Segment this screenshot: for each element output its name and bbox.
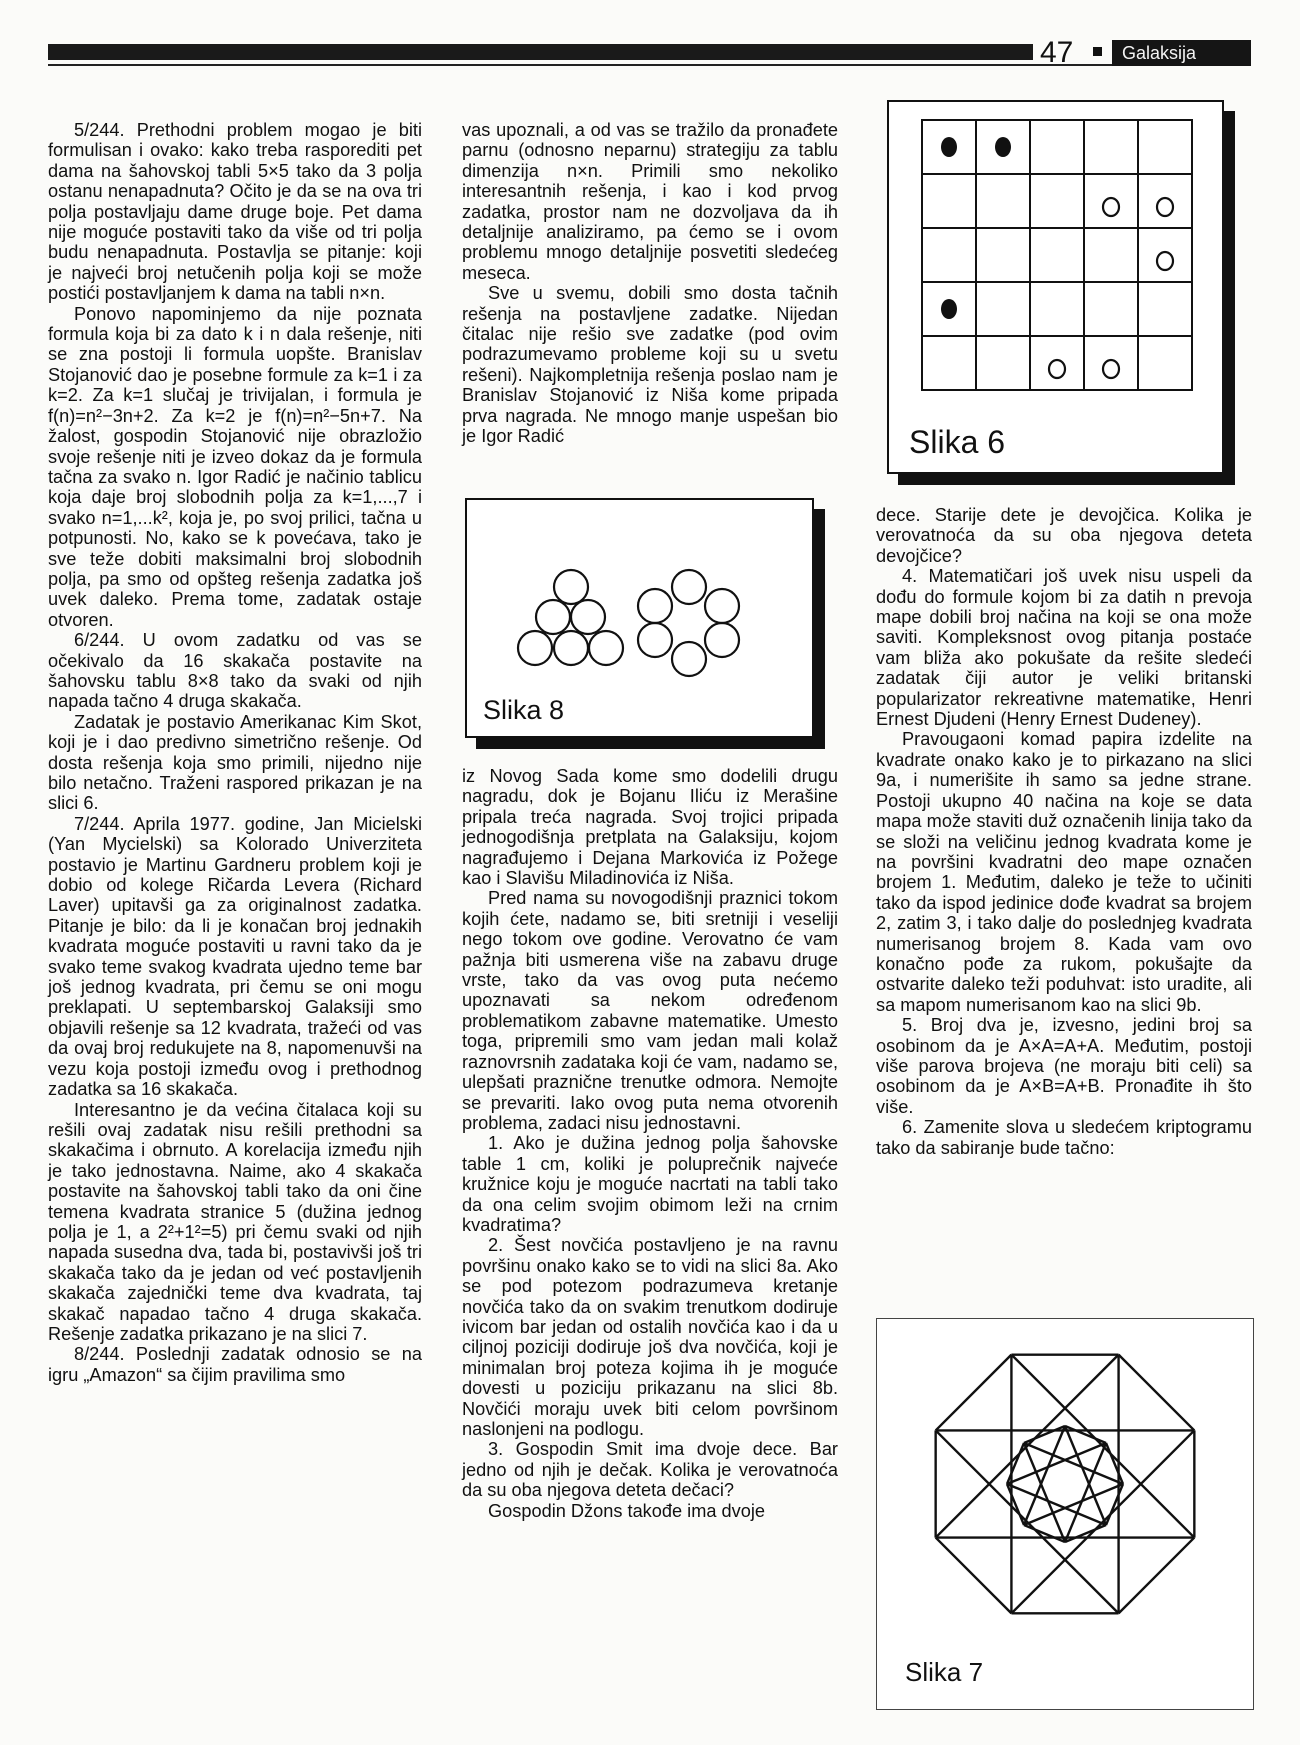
column-2-top	[462, 120, 838, 447]
black-piece	[995, 137, 1011, 157]
white-piece	[1103, 360, 1119, 378]
paragraph: Pred nama su novogodišnji praznici tokom kojih ćete, nadamo se, biti sretniji i veseliji nego tokom ove godine. Verovatno će vam pažnja biti usmerena više na zabavu druge vrste, tako da vas ovog puta nećemo upoznavati sa nekom određenom problematikom zabavne matematike. Umesto toga, pripremili smo vam jedan mali kolaž raznovrsnih zadataka koji će vam, nadamo se, ulepšati praznične trenutke odmora. Nemojte se prevariti. Iako ovog puta nema otvorenih problema, zadaci nisu jednostavni.	[462, 888, 838, 1133]
chessboard-diagram	[889, 102, 1222, 402]
board-square	[1138, 228, 1192, 282]
paragraph: Ponovo napominjemo da nije poznata formula koja bi za dato k i n dala rešenje, niti se zna postoji li formula uopšte. Branislav Stojanović dao je posebne formule za k=1 i za k=2. Za k=1 slučaj je trivijalan, i formula je f(n)=n²−3n+2. Za k=2 je f(n)=n²−5n+7. Na žalost, gospodin Stojanović nije obrazložio svoje rešenje niti je izveo dokaz da je formula tačna za svako n. Igor Radić je načinio tablicu koja daje broj slobodnih polja za k=1,...,7 i svako n=1,...k², koja je, po svoj prilici, tačna u potpunosti. No, kako se k povećava, tako je sve teže dobiti maksimalni broj slobodnih polja, pa smo od opšteg rešenja zadatka još uvek daleko. Prema tome, zadatak ostaje otvoren.	[48, 303, 422, 630]
board-square	[1138, 120, 1192, 174]
separator-bullet	[1093, 47, 1102, 56]
black-piece	[941, 299, 957, 319]
board-square	[976, 228, 1030, 282]
board-square	[976, 174, 1030, 228]
board-square	[1030, 174, 1084, 228]
figure-line	[936, 1355, 1012, 1431]
board-square	[1084, 282, 1138, 336]
figure-slika-8	[465, 498, 814, 738]
figure-line	[936, 1355, 1119, 1538]
paragraph: 1. Ako je dužina jednog polja šahovske table 1 cm, koliki je poluprečnik najveće kružnice koju je moguće nacrtati na tabli tako da ona celim svojim obimom leži na crnim kvadratima?	[462, 1133, 838, 1235]
column-2-bottom	[462, 766, 838, 1521]
figure-line	[1119, 1355, 1195, 1431]
paragraph: 5/244. Prethodni problem mogao je biti formulisan i ovako: kako treba rasporediti pet dama na šahovskoj tabli 5×5 tako da 3 polja ostanu nenapadnuta? Očito je da se na ova tri polja postavljaju dame druge boje. Pet dama nije moguće postaviti tako da više od tri polja budu nenapadnuta. Postavlja se pitanje: koji je najveći broj netučenih polja koji se može postići postavljanjem k dama na tabli n×n.	[48, 120, 422, 304]
white-piece	[1157, 198, 1173, 216]
paragraph: 8/244. Poslednji zadatak odnosio se na igru „Amazon“ sa čijim pravilima smo	[48, 1344, 422, 1385]
paragraph: 6. Zamenite slova u sledećem kriptogramu tako da sabiranje bude tačno:	[876, 1117, 1252, 1158]
board-square	[922, 174, 976, 228]
column-3	[876, 505, 1252, 1158]
paragraph: 5. Broj dva je, izvesno, jedini broj sa osobinom da je A×A=A+A. Međutim, postoji više parova brojeva (ne moraju biti celi) sa osobinom da je A×B=A+B. Pronađite ih što više.	[876, 1015, 1252, 1117]
figure-line	[1011, 1430, 1194, 1613]
figure-slika-6	[887, 100, 1224, 474]
paragraph: 2. Šest novčića postavljeno je na ravnu površinu onako kako se to vidi na slici 8a. Ako se pod potezom podrazumeva kretanje novčića tako da on svakim trenutkom dodiruje ivicom bar jedan od ostalih novčića kao i da u ciljnoj poziciji dodiruje još dva novčića, koji je minimalan broj poteza kojima ih je moguće dovesti u poziciju prikazanu na slici 8b. Novčići moraju uvek biti celom površinom naslonjeni na podlogu.	[462, 1235, 838, 1439]
column-1	[48, 120, 422, 1385]
board-square	[1030, 336, 1084, 390]
paragraph: Gospodin Džons takođe ima dvoje	[488, 1500, 766, 1521]
board-square	[922, 228, 976, 282]
publication-name: Galaksija	[1112, 40, 1251, 66]
paragraph: dece. Starije dete je devojčica. Kolika je verovatnoća da su oba njegova deteta devojčice?	[876, 505, 1252, 566]
header-bar	[48, 44, 1033, 60]
page-number: 47	[1040, 36, 1074, 69]
board-square	[1084, 174, 1138, 228]
board-square	[1138, 282, 1192, 336]
paragraph: 6/244. U ovom zadatku od vas se očekivalo da 16 skakača postavite na šahovsku tablu 8×8 tako da svaki od njih napada tačno 4 druga skakača.	[48, 630, 422, 712]
board-square	[1084, 228, 1138, 282]
paragraph: Zadatak je postavio Amerikanac Kim Skot, koji je i dao predivno simetrično rešenje. Od dosta rešenja koja smo primili, nijedno nije bilo netačno. Traženi raspored prikazan je na slici 6.	[48, 711, 422, 814]
paragraph: vas upoznali, a od vas se tražilo da pronađete parnu (odnosno neparnu) strategiju za tablu dimenzija n×n. Primili smo nekoliko interesantnih rešenja, i kao i kod prvog zadatka, prostor nam ne dozvoljava da ih detaljnije analiziramo, pa ćemo se i ovom problemu mnogo detaljnije posvetiti sledećeg meseca.	[462, 120, 838, 283]
octagram-diagram	[877, 1319, 1253, 1649]
white-piece	[1049, 360, 1065, 378]
white-piece	[1103, 198, 1119, 216]
board-square	[1084, 336, 1138, 390]
board-square	[976, 282, 1030, 336]
figure-slika-7	[876, 1318, 1254, 1710]
figure-line	[1119, 1538, 1195, 1614]
paragraph: 4. Matematičari još uvek nisu uspeli da dođu do formule kojom bi za datih n prevoja mape dobili broj načina na koji se ona može saviti. Kompleksnost ovog pitanja postaće vam bliža ako pokušate da rešite sledeći zadatak čiji autor je veliki britanski popularizator rekreativne matematike, Henri Ernest Djudeni (Henry Ernest Dudeney).	[876, 566, 1252, 730]
paragraph: Interesantno je da većina čitalaca koji su rešili ovaj zadatak nisu rešili prethodni sa skakačima i obrnuto. A korelacija između njih je tako jednostavna. Naime, ako 4 skakača postavite na šahovskoj tabli tako da oni čine temena kvadrata stranice 5 (dužina jednog polja je 1, a 2²+1²=5) pri čemu svaki od njih napada susedna dva, tada bi, postavivši još tri skakača tako da je jedan od već postavljenih skakača zajednički teme dva kvadrata, taj skakač napadao tačno 4 druga skakača. Rešenje zadatka prikazano je na slici 7.	[48, 1099, 422, 1344]
board-square	[1030, 282, 1084, 336]
figure-line	[1011, 1355, 1194, 1538]
figure-line	[936, 1538, 1012, 1614]
board-square	[922, 336, 976, 390]
figure-caption: Slika 6	[909, 424, 1006, 460]
board-square	[1138, 174, 1192, 228]
figure-line	[936, 1430, 1119, 1613]
paragraph: 7/244. Aprila 1977. godine, Jan Micielski (Yan Mycielski) sa Kolorado Univerziteta postavio je Martinu Gardneru problem koji je dobio od kolege Ričarda Levera (Richard Laver) upitavši ga za originalnost zadatka. Pitanje je bilo: da li je konačan broj jednakih kvadrata moguće postaviti u ravni tako da je svako teme svakog kvadrata ujedno teme bar još jednog kvadrata, pri čemu se oni mogu preklapati. U septembarskoj Galaksiji smo objavili rešenje sa 12 kvadrata, tražeći od vas da ovaj broj redukujete na 8, napomenuvši na vezu koja postoji između ovog i prethodnog zadatka sa 16 skakača.	[48, 813, 422, 1100]
figure-caption: Slika 7	[905, 1657, 984, 1687]
figure-caption: Slika 8	[483, 695, 565, 725]
paragraph: 3. Gospodin Smit ima dvoje dece. Bar jedno od njih je dečak. Kolika je verovatnoća da su oba njegova deteta dečaci?	[462, 1439, 838, 1501]
board-square	[976, 336, 1030, 390]
board-square	[1030, 120, 1084, 174]
board-square	[1138, 336, 1192, 390]
board-square	[1084, 120, 1138, 174]
paragraph: Pravougaoni komad papira izdelite na kvadrate onako kako je to pirkazano na slici 9a, i numerišite ih samo sa jedne strane. Postoji ukupno 40 načina na koje se data mapa može staviti duž označenih linija tako da se složi na veličinu jednog kvadrata kome je na površini kvadratni deo mape označen brojem 1. Međutim, daleko je teže to učiniti tako da ispod jedinice dođe kvadrat sa brojem 2, zatim 3, i tako dalje do poslednjeg kvadrata numerisanog brojem 8. Kada vam ovo konačno pođe za rukom, pokušajte da ostvarite daleko teži poduhvat: isto uradite, ali sa mapom numerisanom kao na slici 9b.	[876, 729, 1252, 1015]
paragraph: iz Novog Sada kome smo dodelili drugu nagradu, dok je Bojanu Iliću iz Merašine pripala treća nagrada. Svoj trojici pripada jednogodišnja pretplata na Galaksiju, kojom nagrađujemo i Dejana Markovića iz Požege kao i Slavišu Miladinovića iz Niša.	[462, 766, 838, 889]
paragraph: Sve u svemu, dobili smo dosta tačnih rešenja na postavljene zadatke. Nijedan čitalac nije rešio sve zadatke (pod ovim podrazumevamo probleme koji su u svetu rešeni). Najkompletnija rešenja poslao nam je Branislav Stojanović iz Niša kome pripada prva nagrada. Ne mnogo manje uspešan bio je Igor Radić	[462, 283, 838, 447]
board-square	[1030, 228, 1084, 282]
black-piece	[941, 137, 957, 157]
white-piece	[1157, 252, 1173, 270]
